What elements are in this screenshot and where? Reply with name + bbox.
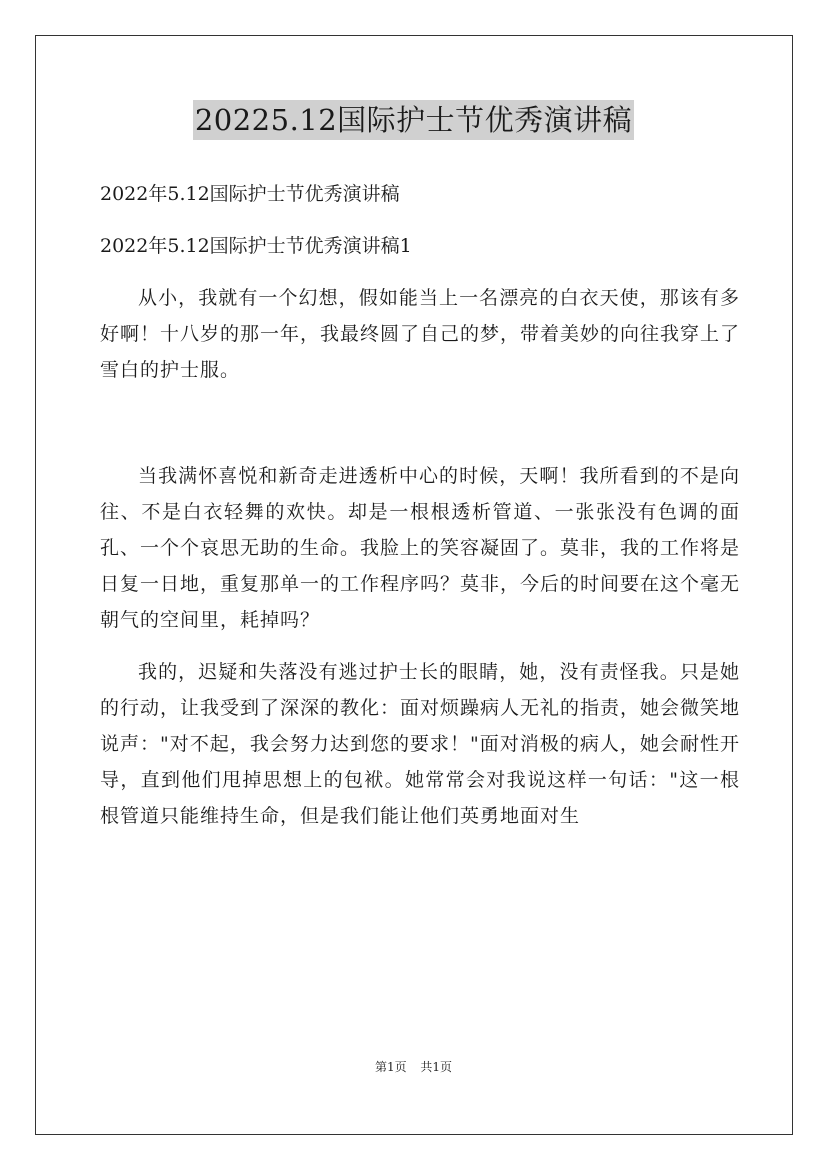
- page-number: 第1页: [374, 1060, 407, 1074]
- subtitle-line-1: 2022年5.12国际护士节优秀演讲稿: [100, 183, 400, 205]
- paragraph-2: 当我满怀喜悦和新奇走进透析中心的时候，天啊！我所看到的不是向往、不是白衣轻舞的欢快。却是一根根透析管道、一张张没有色调的面孔、一个个哀思无助的生命。我脸上的笑容凝固了。莫非，我的工作将是日复一日地，重复那单一的工作程序吗？莫非，今后的时间要在这个毫无朝气的空间里，耗掉吗？: [100, 465, 741, 631]
- paragraph-1: 从小，我就有一个幻想，假如能当上一名漂亮的白衣天使，那该有多好啊！十八岁的那一年，我最终圆了自己的梦，带着美妙的向往我穿上了雪白的护士服。: [100, 287, 741, 381]
- document-title: 20225.12国际护士节优秀演讲稿: [193, 100, 634, 140]
- title-container: [0, 100, 827, 140]
- document-body: [100, 176, 740, 834]
- paragraph-3: 我的，迟疑和失落没有逃过护士长的眼睛，她，没有责怪我。只是她的行动，让我受到了深深的教化：面对烦躁病人无礼的指责，她会微笑地说声："对不起，我会努力达到您的要求！"面对消极的病人，她会耐性开导，直到他们甩掉思想上的包袱。她常常会对我说这样一句话："这一根根管道只能维持生命，但是我们能让他们英勇地面对生: [100, 661, 741, 827]
- paragraph-spacer: [100, 388, 740, 458]
- page-footer: [0, 1058, 827, 1075]
- subtitle-line-2: 2022年5.12国际护士节优秀演讲稿1: [100, 235, 412, 257]
- paragraph-spacer: [100, 638, 740, 654]
- page-total: 共1页: [420, 1060, 453, 1074]
